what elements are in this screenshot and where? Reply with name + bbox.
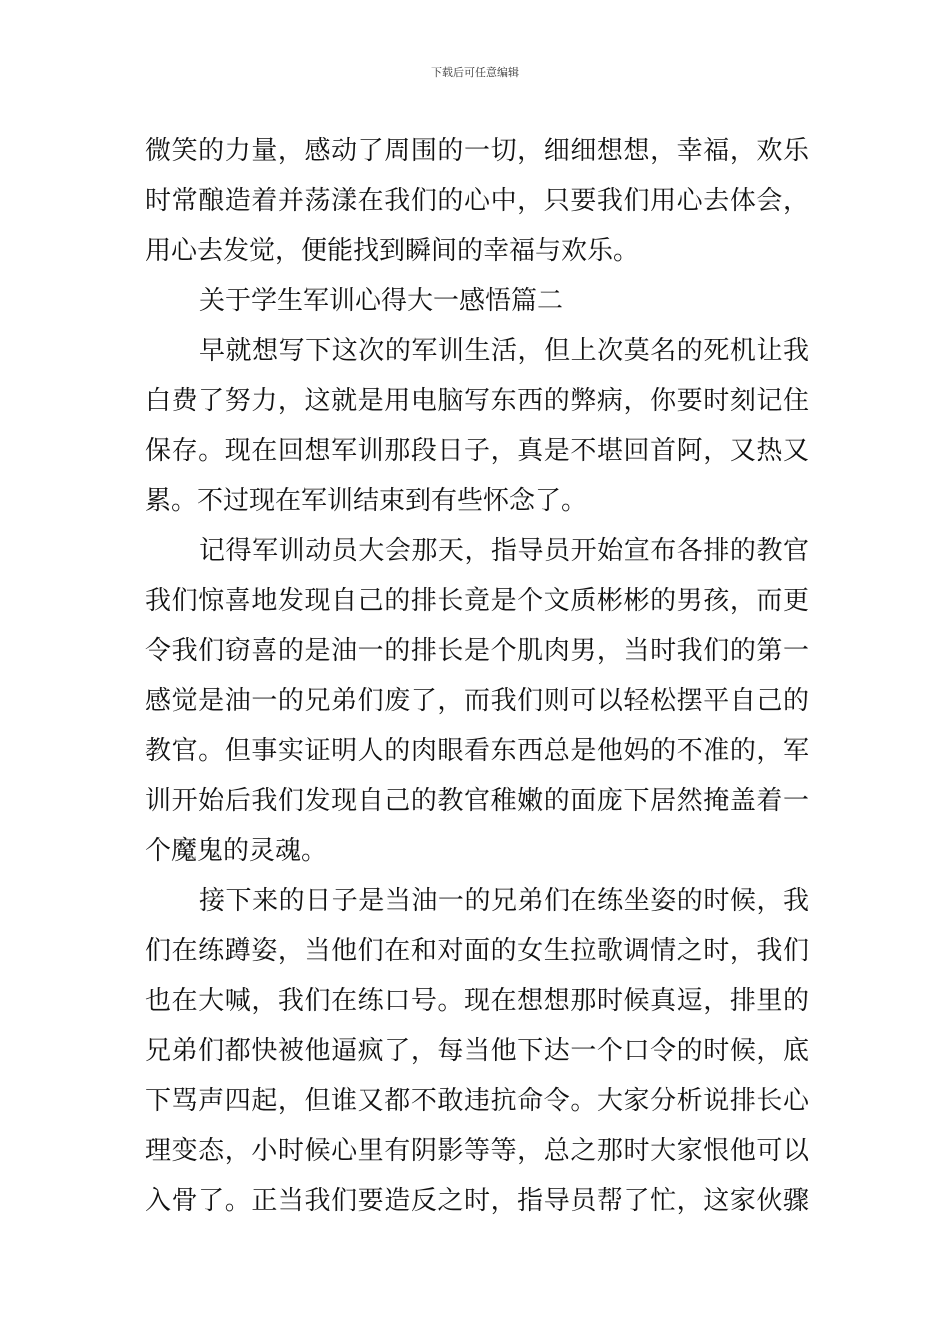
text-line: 个魔鬼的灵魂。 [145,836,328,866]
text-line: 累。不过现在军训结束到有些怀念了。 [145,486,588,516]
text-line: 关于学生军训心得大一感悟篇二 [199,286,564,316]
text-line: 时常酿造着并荡漾在我们的心中，只要我们用心去体会， [145,186,809,216]
text-line: 我们惊喜地发现自己的排长竟是个文质彬彬的男孩，而更 [145,586,809,616]
text-line: 理变态，小时候心里有阴影等等，总之那时大家恨他可以 [145,1136,809,1166]
text-line: 记得军训动员大会那天，指导员开始宣布各排的教官 [199,536,809,566]
text-line: 教官。但事实证明人的肉眼看东西总是他妈的不准的，军 [145,736,809,766]
text-line: 保存。现在回想军训那段日子，真是不堪回首阿，又热又 [145,436,809,466]
text-line: 接下来的日子是当油一的兄弟们在练坐姿的时候，我 [199,886,809,916]
text-line: 令我们窃喜的是油一的排长是个肌肉男，当时我们的第一 [145,636,809,666]
document-body [145,126,809,1226]
text-line: 也在大喊，我们在练口号。现在想想那时候真逗，排里的 [145,986,809,1016]
text-line: 们在练蹲姿，当他们在和对面的女生拉歌调情之时，我们 [145,936,809,966]
text-line: 白费了努力，这就是用电脑写东西的弊病，你要时刻记住 [145,386,809,416]
text-line: 下骂声四起，但谁又都不敢违抗命令。大家分析说排长心 [145,1086,809,1116]
text-line: 感觉是油一的兄弟们废了，而我们则可以轻松摆平自己的 [145,686,809,716]
text-line: 用心去发觉，便能找到瞬间的幸福与欢乐。 [145,236,640,266]
text-line: 早就想写下这次的军训生活，但上次莫名的死机让我 [199,336,809,366]
page-header: 下载后可任意编辑 [431,66,519,79]
text-line: 训开始后我们发现自己的教官稚嫩的面庞下居然掩盖着一 [145,786,809,816]
text-line: 兄弟们都快被他逼疯了，每当他下达一个口令的时候，底 [145,1036,809,1066]
text-line: 入骨了。正当我们要造反之时，指导员帮了忙，这家伙骤 [145,1186,809,1216]
text-line: 微笑的力量，感动了周围的一切，细细想想，幸福，欢乐 [145,136,809,166]
